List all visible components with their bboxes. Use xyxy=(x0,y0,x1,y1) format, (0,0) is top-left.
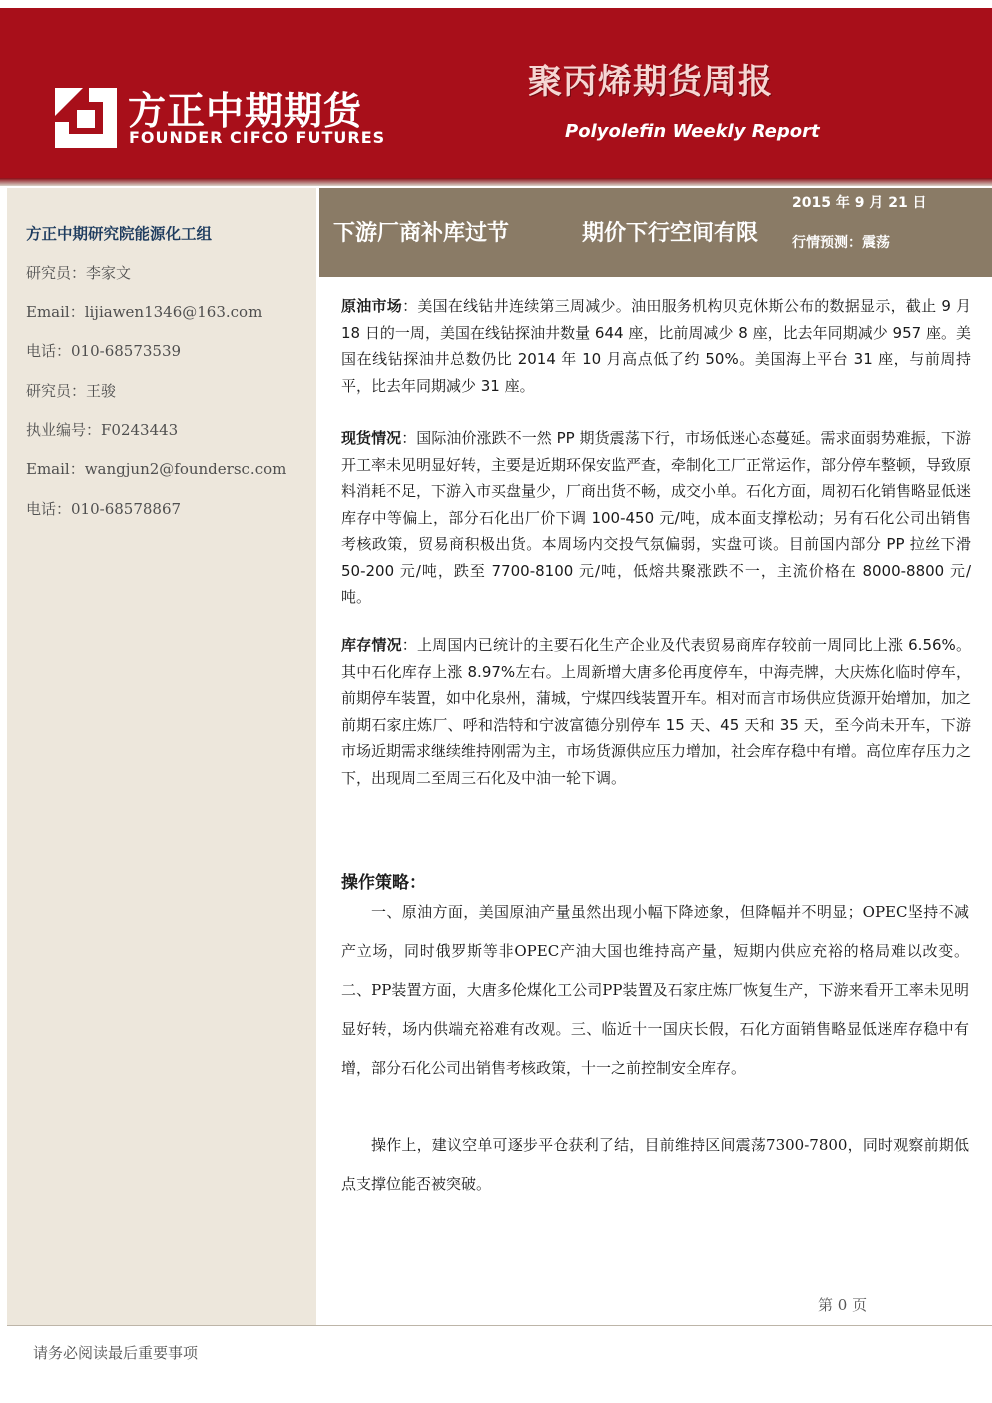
report-title: 聚丙烯期货周报 xyxy=(528,62,773,102)
sidebar-phone-2: 电话：010-68578867 xyxy=(26,500,182,518)
sidebar-email-1[interactable]: Email：lijiawen1346@163.com xyxy=(26,303,263,321)
founder-logo-icon xyxy=(55,88,117,148)
report-title-english: Polyolefin Weekly Report xyxy=(565,121,820,142)
headline-left: 下游厂商补库过节 xyxy=(333,221,510,246)
section-text: ：美国在线钻井连续第三周减少。油田服务机构贝克休斯公布的数据显示，截止 9 月 18 日的一周，美国在线钻探油井数量 644 座，比前周减少 8 座，比去年同期减少 957 座。美国在线钻探油井总数仍比 2014 年 10 月高点低了约 50%。美国海上平台 31 座，与前周持平，比去年同期减少 31 座。 xyxy=(341,297,971,395)
page-number: 第 0 页 xyxy=(818,1296,868,1314)
section-label: 库存情况 xyxy=(341,636,402,654)
footer-divider xyxy=(7,1325,992,1326)
inventory-section xyxy=(341,632,971,791)
spot-section xyxy=(341,425,971,611)
section-label: 现货情况 xyxy=(341,429,402,447)
logo-chinese-name: 方正中期期货 xyxy=(128,89,363,133)
sidebar-phone-1: 电话：010-68573539 xyxy=(26,342,182,360)
section-text: ：国际油价涨跌不一然 PP 期货震荡下行，市场低迷心态蔓延。需求面弱势难振，下游开工率未见明显好转，主要是近期环保安监严查，牵制化工厂正常运作，部分停车整顿，导致原料消耗不足，下游入市买盘量少，厂商出货不畅，成交小单。石化方面，周初石化销售略显低迷库存中等偏上，部分石化出厂价下调 100-450 元/吨，成本面支撑松动；另有石化公司出销售考核政策，贸易商积极出货。本周场内交投气氛偏弱，实盘可谈。目前国内部分 PP 拉丝下滑 50-200 元/吨，跌至 7700-8100 元/吨，低熔共聚涨跌不一，主流价格在 8000-8800 元/吨。 xyxy=(341,429,972,606)
crude-oil-section xyxy=(341,293,971,399)
sidebar-analyst-2: 研究员：王骏 xyxy=(26,382,117,400)
strategy-heading: 操作策略： xyxy=(341,873,426,893)
sidebar-analyst-1: 研究员：李家文 xyxy=(26,264,132,282)
header-shadow xyxy=(0,178,992,186)
footer-disclaimer-note: 请务必阅读最后重要事项 xyxy=(33,1344,199,1362)
market-forecast: 行情预测：震荡 xyxy=(792,235,890,251)
logo-english-name: FOUNDER CIFCO FUTURES xyxy=(129,128,386,147)
sidebar-research-group: 方正中期研究院能源化工组 xyxy=(26,225,213,243)
strategy-paragraph-2: 操作上，建议空单可逐步平仓获利了结，目前维持区间震荡7300-7800，同时观察前期低点支撑位能否被突破。 xyxy=(341,1136,969,1193)
report-date: 2015 年 9 月 21 日 xyxy=(792,195,927,211)
sidebar-email-2[interactable]: Email：wangjun2@foundersc.com xyxy=(26,460,287,478)
headline-right: 期价下行空间有限 xyxy=(582,221,759,246)
section-label: 原油市场 xyxy=(341,297,403,315)
section-text: ：上周国内已统计的主要石化生产企业及代表贸易商库存较前一周同比上涨 6.56%。其中石化库存上涨 8.97%左右。上周新增大唐多伦再度停车，中海壳牌，大庆炼化临时停车，前期停车装置，如中化泉州，蒲城，宁煤四线装置开车。相对而言市场供应货源开始增加，加之前期石家庄炼厂、呼和浩特和宁波富德分别停车 15 天、45 天和 35 天，至今尚未开车，下游市场近期需求继续维持刚需为主，市场货源供应压力增加，社会库存稳中有增。高位库存压力之下，出现周二至周三石化及中油一轮下调。 xyxy=(341,636,972,787)
sidebar-license-2: 执业编号：F0243443 xyxy=(26,421,179,439)
strategy-paragraph-1: 一、原油方面，美国原油产量虽然出现小幅下降迹象，但降幅并不明显；OPEC坚持不减产立场，同时俄罗斯等非OPEC产油大国也维持高产量，短期内供应充裕的格局难以改变。二、PP装置方面，大唐多伦煤化工公司PP装置及石家庄炼厂恢复生产，下游来看开工率未见明显好转，场内供端充裕难有改观。三、临近十一国庆长假，石化方面销售略显低迷库存稳中有增，部分石化公司出销售考核政策，十一之前控制安全库存。 xyxy=(341,903,969,1077)
